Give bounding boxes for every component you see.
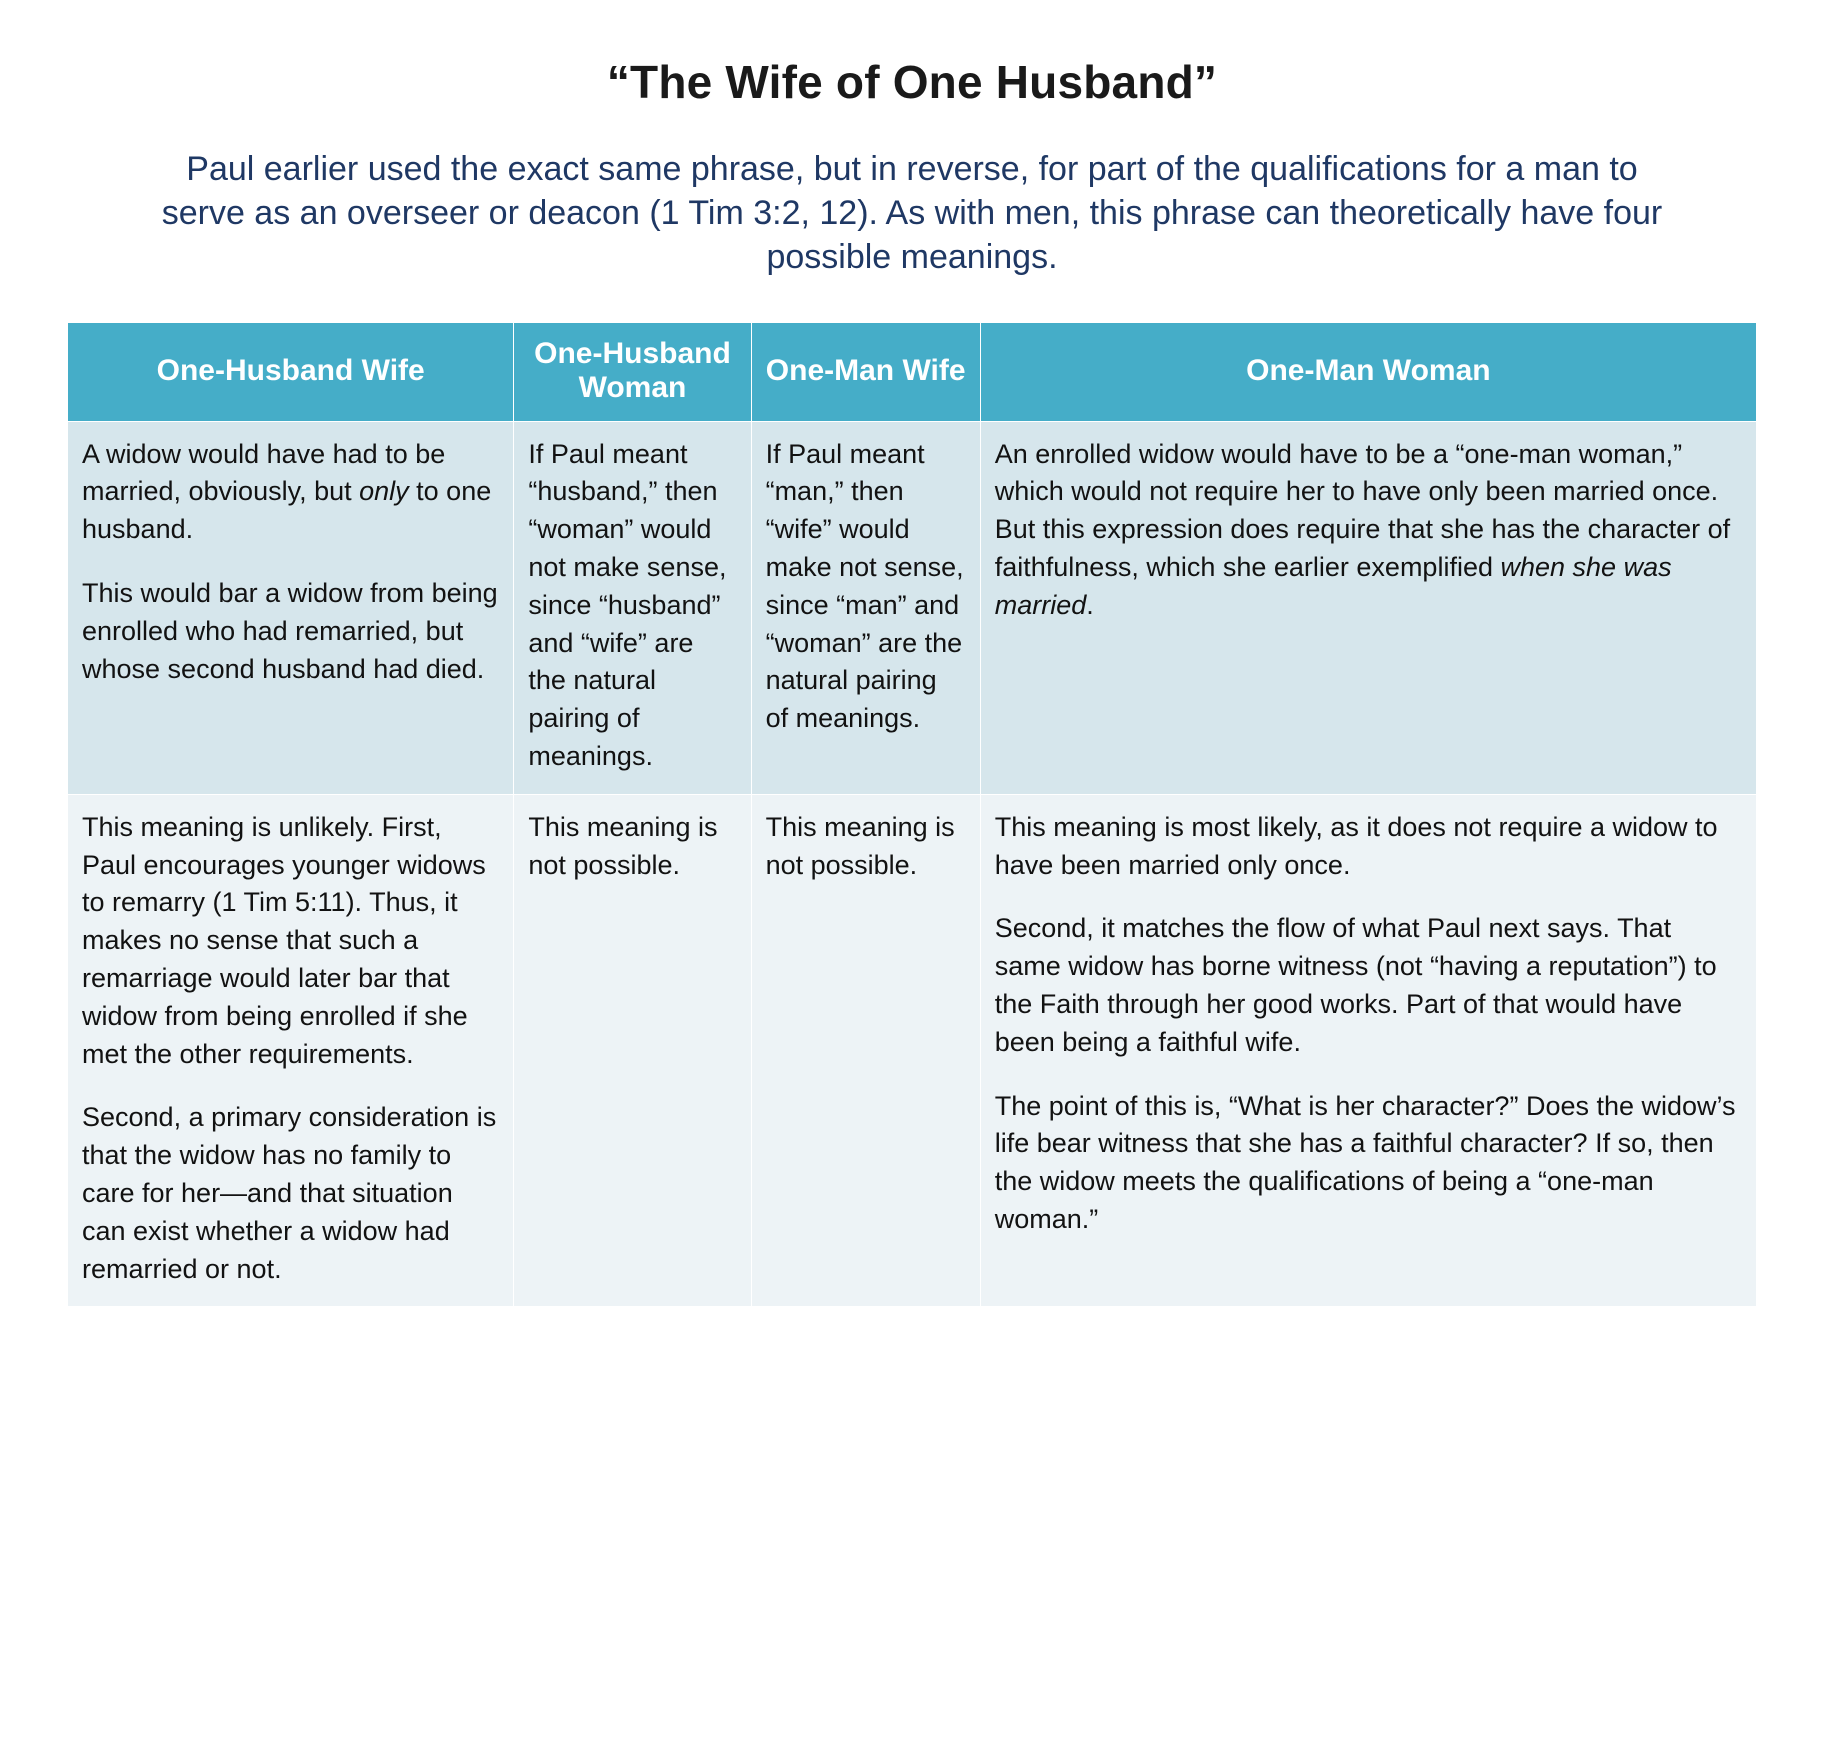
cell-paragraph: The point of this is, “What is her character?” Does the widow’s life bear witness that she has a faithful character? If so, then the widow meets the qualifications of being a “one-man woman.”: [994, 1090, 1736, 1234]
cell-paragraph: If Paul meant “man,” then “wife” would make not sense, since “man” and “woman” are the natural pairing of meanings.: [765, 438, 964, 734]
table-header: [68, 322, 1757, 421]
cell-paragraph: This meaning is not possible.: [765, 811, 955, 880]
cell-assessment-one-husband-wife: [68, 794, 514, 1307]
slide-subtitle: Paul earlier used the exact same phrase, but in reverse, for part of the qualifications for a man to serve as an overseer or deacon (1 Tim 3:2, 12). As with men, this phrase can theoretically have four possible meanings.: [161, 150, 1663, 277]
cell-text: A widow would have had to be married, obviously, but: [82, 438, 446, 507]
cell-assessment-one-man-woman: [980, 794, 1756, 1307]
cell-paragraph: This would bar a widow from being enrolled who had remarried, but whose second husband had died.: [82, 577, 498, 684]
table-row: [68, 421, 1757, 794]
column-header-one-husband-wife: One-Husband Wife: [68, 322, 514, 421]
cell-emphasis: when she was married: [994, 551, 1672, 620]
cell-paragraph: If Paul meant “husband,” then “woman” would not make sense, since “husband” and “wife” are the natural pairing of meanings.: [528, 438, 727, 771]
column-header-one-man-wife: One-Man Wife: [751, 322, 980, 421]
cell-text: An enrolled widow would have to be a “one-man woman,” which would not require her to have only been married once. But this expression does require that she has the character of faithfulness, which she earlier exemplified: [994, 438, 1731, 582]
cell-paragraph: [82, 436, 499, 549]
column-header-one-husband-woman: One-Husband Woman: [514, 322, 751, 421]
cell-text: .: [1086, 589, 1094, 620]
cell-paragraph: Second, a primary consideration is that the widow has no family to care for her—and that situation can exist whether a widow had remarried or not.: [82, 1102, 497, 1284]
meanings-table: [67, 322, 1757, 1308]
cell-assessment-one-husband-woman: [514, 794, 751, 1307]
cell-assessment-one-man-wife: [751, 794, 980, 1307]
cell-paragraph: This meaning is most likely, as it does not require a widow to have been married only once.: [994, 811, 1718, 880]
table-body: [68, 421, 1757, 1307]
cell-meaning-one-man-woman: [980, 421, 1756, 794]
table-header-row: [68, 322, 1757, 421]
cell-meaning-one-man-wife: [751, 421, 980, 794]
cell-emphasis: only: [359, 476, 409, 507]
page-title: “The Wife of One Husband”: [606, 56, 1218, 108]
slide: [0, 55, 1824, 1764]
column-header-one-man-woman: One-Man Woman: [980, 322, 1756, 421]
table-row: [68, 794, 1757, 1307]
cell-meaning-one-husband-woman: [514, 421, 751, 794]
cell-paragraph: [995, 436, 1742, 625]
cell-meaning-one-husband-wife: [68, 421, 514, 794]
cell-paragraph: Second, it matches the flow of what Paul next says. That same widow has borne witness (not “having a reputation”) to the Faith through her good works. Part of that would have been being a faithful wife.: [994, 913, 1717, 1057]
cell-text: to one husband.: [82, 476, 492, 545]
cell-paragraph: This meaning is not possible.: [528, 811, 718, 880]
cell-paragraph: This meaning is unlikely. First, Paul encourages younger widows to remarry (1 Tim 5:11). Thus, it makes no sense that such a remarriage would later bar that widow from being enrolled if she met the other requirements.: [82, 811, 486, 1069]
